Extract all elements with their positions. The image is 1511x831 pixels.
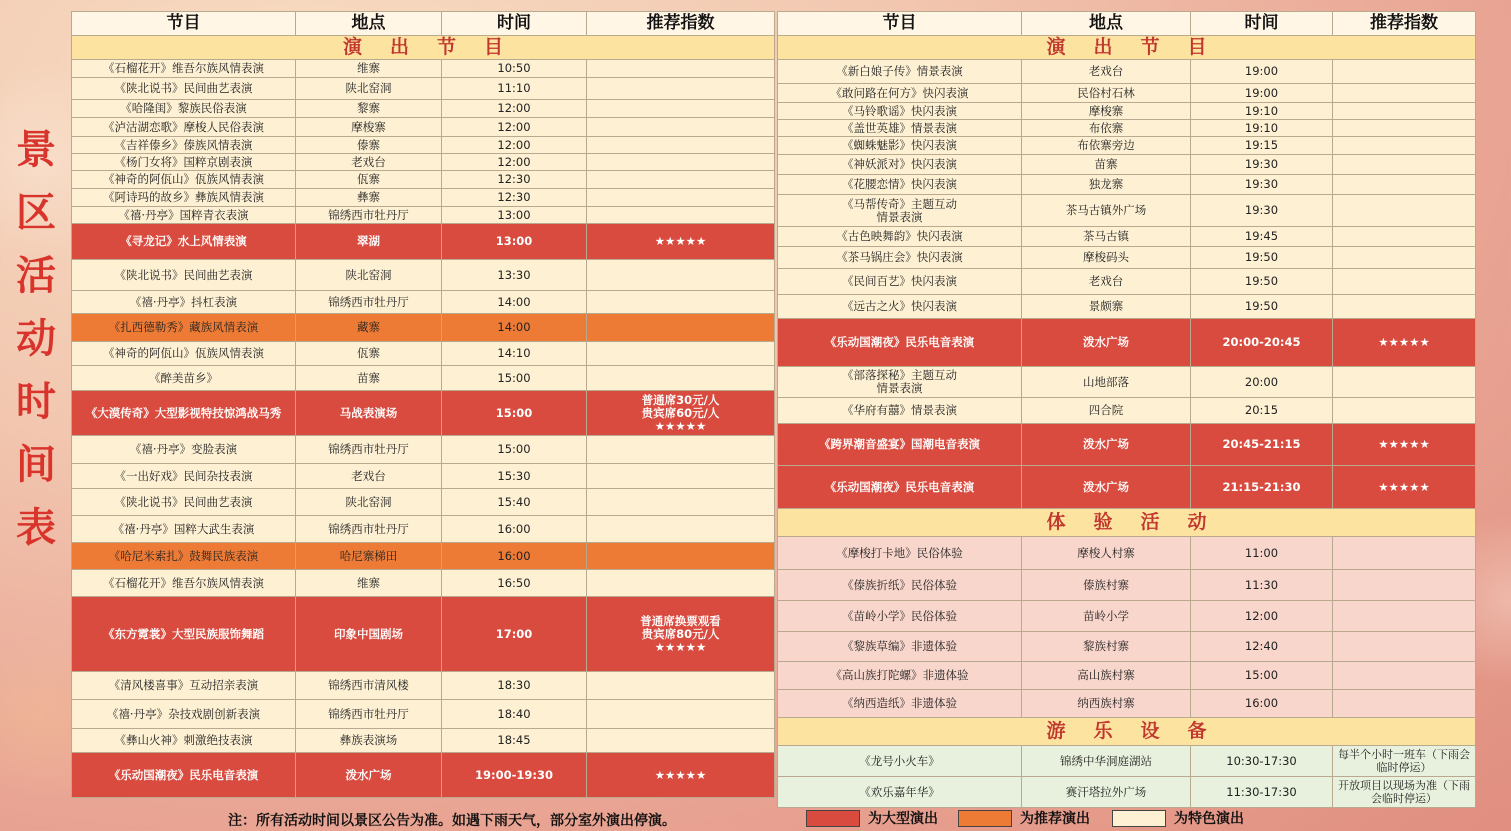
program-rating bbox=[587, 78, 775, 100]
table-row bbox=[778, 537, 1476, 570]
table-row bbox=[778, 295, 1476, 319]
program-location: 锦绣西市牡丹厅 bbox=[296, 291, 442, 314]
table-row bbox=[778, 319, 1476, 367]
page-title bbox=[8, 126, 64, 571]
table-row bbox=[72, 489, 775, 516]
header-program: 节目 bbox=[72, 12, 296, 36]
program-name: 《神奇的阿佤山》佤族风情表演 bbox=[72, 171, 296, 189]
table-row bbox=[72, 260, 775, 291]
activity-rating bbox=[1333, 632, 1476, 662]
program-time: 19:10 bbox=[1191, 103, 1333, 120]
program-location: 景颇寨 bbox=[1022, 295, 1191, 319]
program-name: 《新白娘子传》情景表演 bbox=[778, 60, 1022, 84]
program-time: 19:00-19:30 bbox=[442, 753, 587, 798]
activity-location: 黎族村寨 bbox=[1022, 632, 1191, 662]
program-time: 12:30 bbox=[442, 171, 587, 189]
table-row bbox=[72, 543, 775, 570]
program-time: 10:50 bbox=[442, 60, 587, 78]
program-name: 《远古之火》快闪表演 bbox=[778, 295, 1022, 319]
program-time: 15:00 bbox=[442, 391, 587, 436]
program-name: 《陕北说书》民间曲艺表演 bbox=[72, 78, 296, 100]
program-location: 泼水广场 bbox=[1022, 466, 1191, 509]
program-name: 《陕北说书》民间曲艺表演 bbox=[72, 260, 296, 291]
program-time: 20:45-21:15 bbox=[1191, 424, 1333, 466]
program-rating bbox=[1333, 103, 1476, 120]
program-rating bbox=[1333, 137, 1476, 155]
program-location: 布依寨旁边 bbox=[1022, 137, 1191, 155]
header-time: 时间 bbox=[1191, 12, 1333, 36]
program-rating bbox=[1333, 175, 1476, 195]
section-header-perf bbox=[72, 36, 775, 60]
program-location: 印象中国剧场 bbox=[296, 597, 442, 672]
program-rating bbox=[1333, 195, 1476, 227]
program-location: 老戏台 bbox=[296, 464, 442, 489]
program-name: 《马铃歌谣》快闪表演 bbox=[778, 103, 1022, 120]
program-rating: ★★★★★ bbox=[1333, 319, 1476, 367]
activity-rating bbox=[1333, 662, 1476, 690]
program-location: 陕北窑洞 bbox=[296, 78, 442, 100]
program-location: 锦绣西市牡丹厅 bbox=[296, 700, 442, 729]
program-rating: 普通席30元/人 贵宾席60元/人 ★★★★★ bbox=[587, 391, 775, 436]
table-row bbox=[778, 103, 1476, 120]
program-time: 18:30 bbox=[442, 672, 587, 700]
program-time: 20:00 bbox=[1191, 367, 1333, 398]
program-time: 14:10 bbox=[442, 342, 587, 366]
program-name: 《马帮传奇》主题互动 情景表演 bbox=[778, 195, 1022, 227]
program-name: 《部落探秘》主题互动 情景表演 bbox=[778, 367, 1022, 398]
activity-name: 《苗岭小学》民俗体验 bbox=[778, 601, 1022, 632]
title-char: 时 bbox=[16, 378, 56, 425]
program-name: 《乐动国潮夜》民乐电音表演 bbox=[778, 319, 1022, 367]
program-name: 《乐动国潮夜》民乐电音表演 bbox=[72, 753, 296, 798]
ride-location: 赛汗塔拉外广场 bbox=[1022, 777, 1191, 808]
ride-time: 11:30-17:30 bbox=[1191, 777, 1333, 808]
program-location: 陕北窑洞 bbox=[296, 260, 442, 291]
table-header-row bbox=[778, 12, 1476, 36]
program-rating bbox=[587, 100, 775, 118]
program-location: 泼水广场 bbox=[1022, 424, 1191, 466]
program-name: 《神奇的阿佤山》佤族风情表演 bbox=[72, 342, 296, 366]
program-rating bbox=[587, 60, 775, 78]
table-row bbox=[778, 398, 1476, 424]
program-rating bbox=[1333, 247, 1476, 269]
program-rating bbox=[587, 543, 775, 570]
program-location: 山地部落 bbox=[1022, 367, 1191, 398]
program-rating bbox=[587, 260, 775, 291]
activity-time: 12:00 bbox=[1191, 601, 1333, 632]
program-time: 16:00 bbox=[442, 543, 587, 570]
program-rating: ★★★★★ bbox=[587, 224, 775, 260]
program-rating bbox=[1333, 269, 1476, 295]
program-rating bbox=[587, 570, 775, 597]
section-header-ride bbox=[778, 718, 1476, 746]
program-time: 12:00 bbox=[442, 137, 587, 154]
table-row bbox=[778, 120, 1476, 137]
program-time: 19:30 bbox=[1191, 155, 1333, 175]
program-name: 《禧·丹亭》抖杠表演 bbox=[72, 291, 296, 314]
table-row bbox=[72, 224, 775, 260]
table-row bbox=[72, 291, 775, 314]
program-name: 《华府有囍》情景表演 bbox=[778, 398, 1022, 424]
program-time: 14:00 bbox=[442, 291, 587, 314]
program-location: 黎寨 bbox=[296, 100, 442, 118]
program-rating bbox=[587, 291, 775, 314]
program-rating bbox=[1333, 367, 1476, 398]
program-rating bbox=[1333, 295, 1476, 319]
program-time: 21:15-21:30 bbox=[1191, 466, 1333, 509]
table-row bbox=[778, 466, 1476, 509]
activity-name: 《摩梭打卡地》民俗体验 bbox=[778, 537, 1022, 570]
activity-rating bbox=[1333, 570, 1476, 601]
program-rating bbox=[587, 464, 775, 489]
title-char: 表 bbox=[16, 504, 56, 551]
program-time: 18:45 bbox=[442, 729, 587, 753]
program-location: 老戏台 bbox=[296, 154, 442, 171]
ride-note: 开放项目以现场为准（下雨会临时停运） bbox=[1333, 777, 1476, 808]
activity-time: 12:40 bbox=[1191, 632, 1333, 662]
ride-location: 锦绣中华洞庭湖站 bbox=[1022, 746, 1191, 777]
program-location: 佤寨 bbox=[296, 171, 442, 189]
table-row bbox=[778, 155, 1476, 175]
program-location: 摩梭寨 bbox=[296, 118, 442, 137]
program-name: 《清风楼喜事》互动招亲表演 bbox=[72, 672, 296, 700]
program-name: 《石榴花开》维吾尔族风情表演 bbox=[72, 570, 296, 597]
program-location: 哈尼寨梯田 bbox=[296, 543, 442, 570]
program-time: 19:00 bbox=[1191, 84, 1333, 103]
program-name: 《陕北说书》民间曲艺表演 bbox=[72, 489, 296, 516]
table-row bbox=[72, 366, 775, 391]
program-location: 摩梭寨 bbox=[1022, 103, 1191, 120]
program-time: 11:10 bbox=[442, 78, 587, 100]
ride-name: 《龙号小火车》 bbox=[778, 746, 1022, 777]
activity-name: 《高山族打陀螺》非遗体验 bbox=[778, 662, 1022, 690]
program-time: 20:15 bbox=[1191, 398, 1333, 424]
program-rating bbox=[587, 489, 775, 516]
table-header-row bbox=[72, 12, 775, 36]
program-location: 傣寨 bbox=[296, 137, 442, 154]
program-name: 《阿诗玛的故乡》彝族风情表演 bbox=[72, 189, 296, 207]
program-time: 19:45 bbox=[1191, 227, 1333, 247]
activity-rating bbox=[1333, 537, 1476, 570]
program-time: 20:00-20:45 bbox=[1191, 319, 1333, 367]
program-rating bbox=[1333, 120, 1476, 137]
schedule-table-left bbox=[71, 11, 775, 798]
section-title: 演出节目 bbox=[778, 36, 1476, 60]
title-char: 间 bbox=[16, 441, 56, 488]
activity-time: 11:30 bbox=[1191, 570, 1333, 601]
table-row bbox=[72, 753, 775, 798]
program-time: 17:00 bbox=[442, 597, 587, 672]
section-title: 游乐设备 bbox=[778, 718, 1476, 746]
table-row bbox=[778, 662, 1476, 690]
program-time: 19:15 bbox=[1191, 137, 1333, 155]
header-rating: 推荐指数 bbox=[1333, 12, 1476, 36]
activity-location: 高山族村寨 bbox=[1022, 662, 1191, 690]
program-time: 19:50 bbox=[1191, 269, 1333, 295]
table-row bbox=[72, 570, 775, 597]
program-location: 佤寨 bbox=[296, 342, 442, 366]
program-rating bbox=[587, 171, 775, 189]
table-row bbox=[778, 227, 1476, 247]
program-name: 《茶马锅庄会》快闪表演 bbox=[778, 247, 1022, 269]
program-name: 《石榴花开》维吾尔族风情表演 bbox=[72, 60, 296, 78]
program-name: 《吉祥傣乡》傣族风情表演 bbox=[72, 137, 296, 154]
program-location: 陕北窑洞 bbox=[296, 489, 442, 516]
program-rating: ★★★★★ bbox=[1333, 466, 1476, 509]
program-name: 《跨界潮音盛宴》国潮电音表演 bbox=[778, 424, 1022, 466]
activity-name: 《纳西造纸》非遗体验 bbox=[778, 690, 1022, 718]
program-location: 锦绣西市牡丹厅 bbox=[296, 207, 442, 224]
program-rating bbox=[587, 729, 775, 753]
program-location: 锦绣西市牡丹厅 bbox=[296, 436, 442, 464]
program-name: 《禧·丹亭》国粹大武生表演 bbox=[72, 516, 296, 543]
section-header-exp bbox=[778, 509, 1476, 537]
program-time: 19:50 bbox=[1191, 247, 1333, 269]
legend-label-large: 为大型演出 bbox=[868, 811, 938, 827]
program-location: 苗寨 bbox=[1022, 155, 1191, 175]
legend-recommended bbox=[958, 809, 1090, 827]
program-name: 《彝山火神》刺激绝技表演 bbox=[72, 729, 296, 753]
program-location: 茶马古镇外广场 bbox=[1022, 195, 1191, 227]
table-row bbox=[72, 729, 775, 753]
activity-rating bbox=[1333, 690, 1476, 718]
title-char: 活 bbox=[16, 252, 56, 299]
table-row bbox=[778, 195, 1476, 227]
table-row bbox=[778, 175, 1476, 195]
program-name: 《神妖派对》快闪表演 bbox=[778, 155, 1022, 175]
table-row bbox=[778, 601, 1476, 632]
program-location: 茶马古镇 bbox=[1022, 227, 1191, 247]
activity-location: 纳西族村寨 bbox=[1022, 690, 1191, 718]
legend-label-featured: 为特色演出 bbox=[1174, 811, 1244, 827]
program-name: 《乐动国潮夜》民乐电音表演 bbox=[778, 466, 1022, 509]
program-location: 民俗村石林 bbox=[1022, 84, 1191, 103]
table-row bbox=[778, 367, 1476, 398]
program-rating: 普通席换票观看 贵宾席80元/人 ★★★★★ bbox=[587, 597, 775, 672]
program-name: 《哈隆闺》黎族民俗表演 bbox=[72, 100, 296, 118]
table-row bbox=[778, 60, 1476, 84]
schedule-table-right bbox=[777, 11, 1476, 808]
program-location: 彝族表演场 bbox=[296, 729, 442, 753]
ride-time: 10:30-17:30 bbox=[1191, 746, 1333, 777]
program-name: 《东方霓裳》大型民族服饰舞蹈 bbox=[72, 597, 296, 672]
program-time: 12:00 bbox=[442, 118, 587, 137]
program-location: 泼水广场 bbox=[296, 753, 442, 798]
program-time: 19:30 bbox=[1191, 175, 1333, 195]
program-rating bbox=[1333, 155, 1476, 175]
table-row bbox=[72, 436, 775, 464]
ride-note: 每半个小时一班车（下雨会临时停运） bbox=[1333, 746, 1476, 777]
program-rating bbox=[587, 314, 775, 342]
program-rating bbox=[587, 118, 775, 137]
table-row bbox=[72, 516, 775, 543]
table-row bbox=[778, 137, 1476, 155]
program-rating bbox=[1333, 398, 1476, 424]
program-time: 13:00 bbox=[442, 224, 587, 260]
program-location: 彝寨 bbox=[296, 189, 442, 207]
legend-large bbox=[806, 809, 938, 827]
table-row bbox=[72, 118, 775, 137]
program-rating bbox=[587, 700, 775, 729]
program-rating bbox=[587, 207, 775, 224]
table-row bbox=[72, 60, 775, 78]
program-location: 老戏台 bbox=[1022, 269, 1191, 295]
header-rating: 推荐指数 bbox=[587, 12, 775, 36]
legend-swatch-featured bbox=[1112, 810, 1166, 827]
table-row bbox=[72, 171, 775, 189]
program-rating: ★★★★★ bbox=[587, 753, 775, 798]
program-name: 《禧·丹亭》国粹青衣表演 bbox=[72, 207, 296, 224]
program-name: 《一出好戏》民间杂技表演 bbox=[72, 464, 296, 489]
program-rating: ★★★★★ bbox=[1333, 424, 1476, 466]
program-time: 12:00 bbox=[442, 100, 587, 118]
legend-featured bbox=[1112, 809, 1244, 827]
program-rating bbox=[1333, 60, 1476, 84]
program-name: 《敢问路在何方》快闪表演 bbox=[778, 84, 1022, 103]
table-row bbox=[778, 570, 1476, 601]
program-rating bbox=[1333, 84, 1476, 103]
program-time: 14:00 bbox=[442, 314, 587, 342]
table-row bbox=[72, 207, 775, 224]
program-name: 《杨门女将》国粹京剧表演 bbox=[72, 154, 296, 171]
legend-label-recommended: 为推荐演出 bbox=[1020, 811, 1090, 827]
header-location: 地点 bbox=[296, 12, 442, 36]
program-name: 《寻龙记》水上风情表演 bbox=[72, 224, 296, 260]
program-rating bbox=[587, 137, 775, 154]
section-title: 体验活动 bbox=[778, 509, 1476, 537]
program-name: 《大漠传奇》大型影视特技惊鸿战马秀 bbox=[72, 391, 296, 436]
program-time: 15:40 bbox=[442, 489, 587, 516]
activity-time: 16:00 bbox=[1191, 690, 1333, 718]
program-time: 18:40 bbox=[442, 700, 587, 729]
program-name: 《醉美苗乡》 bbox=[72, 366, 296, 391]
program-location: 维寨 bbox=[296, 570, 442, 597]
program-rating bbox=[587, 672, 775, 700]
table-row bbox=[72, 137, 775, 154]
program-time: 16:50 bbox=[442, 570, 587, 597]
legend-swatch-large bbox=[806, 810, 860, 827]
program-name: 《盖世英雄》情景表演 bbox=[778, 120, 1022, 137]
program-time: 12:30 bbox=[442, 189, 587, 207]
header-program: 节目 bbox=[778, 12, 1022, 36]
table-row bbox=[778, 424, 1476, 466]
table-row bbox=[778, 746, 1476, 777]
title-char: 景 bbox=[16, 126, 56, 173]
table-row bbox=[72, 100, 775, 118]
header-location: 地点 bbox=[1022, 12, 1191, 36]
footer bbox=[0, 806, 1511, 831]
program-name: 《花腰恋情》快闪表演 bbox=[778, 175, 1022, 195]
table-row bbox=[72, 672, 775, 700]
program-name: 《民间百艺》快闪表演 bbox=[778, 269, 1022, 295]
activity-time: 15:00 bbox=[1191, 662, 1333, 690]
program-name: 《禧·丹亭》变脸表演 bbox=[72, 436, 296, 464]
program-rating bbox=[587, 436, 775, 464]
program-location: 老戏台 bbox=[1022, 60, 1191, 84]
program-location: 藏寨 bbox=[296, 314, 442, 342]
table-row bbox=[72, 597, 775, 672]
program-name: 《泸沽湖恋歌》摩梭人民俗表演 bbox=[72, 118, 296, 137]
activity-location: 傣族村寨 bbox=[1022, 570, 1191, 601]
program-location: 马战表演场 bbox=[296, 391, 442, 436]
program-rating bbox=[587, 154, 775, 171]
program-rating bbox=[587, 516, 775, 543]
table-row bbox=[72, 342, 775, 366]
activity-name: 《傣族折纸》民俗体验 bbox=[778, 570, 1022, 601]
program-time: 19:10 bbox=[1191, 120, 1333, 137]
program-rating bbox=[587, 342, 775, 366]
program-rating bbox=[587, 189, 775, 207]
program-name: 《古色映舞韵》快闪表演 bbox=[778, 227, 1022, 247]
table-row bbox=[778, 247, 1476, 269]
program-location: 苗寨 bbox=[296, 366, 442, 391]
program-name: 《哈尼米索扎》鼓舞民族表演 bbox=[72, 543, 296, 570]
activity-time: 11:00 bbox=[1191, 537, 1333, 570]
program-location: 泼水广场 bbox=[1022, 319, 1191, 367]
ride-name: 《欢乐嘉年华》 bbox=[778, 777, 1022, 808]
program-time: 16:00 bbox=[442, 516, 587, 543]
table-row bbox=[778, 777, 1476, 808]
program-time: 19:30 bbox=[1191, 195, 1333, 227]
table-row bbox=[72, 189, 775, 207]
program-location: 锦绣西市清风楼 bbox=[296, 672, 442, 700]
program-time: 13:00 bbox=[442, 207, 587, 224]
table-row bbox=[72, 314, 775, 342]
table-row bbox=[778, 84, 1476, 103]
activity-name: 《黎族草编》非遗体验 bbox=[778, 632, 1022, 662]
table-row bbox=[778, 269, 1476, 295]
table-row bbox=[72, 464, 775, 489]
activity-location: 苗岭小学 bbox=[1022, 601, 1191, 632]
activity-rating bbox=[1333, 601, 1476, 632]
footer-note: 注：所有活动时间以景区公告为准。如遇下雨天气，部分室外演出停演。 bbox=[228, 813, 676, 829]
program-time: 15:00 bbox=[442, 436, 587, 464]
program-location: 翠湖 bbox=[296, 224, 442, 260]
program-time: 15:30 bbox=[442, 464, 587, 489]
table-row bbox=[778, 632, 1476, 662]
program-time: 13:30 bbox=[442, 260, 587, 291]
section-title: 演出节目 bbox=[72, 36, 775, 60]
title-char: 区 bbox=[16, 189, 56, 236]
table-row bbox=[72, 154, 775, 171]
legend-swatch-recommended bbox=[958, 810, 1012, 827]
table-row bbox=[72, 391, 775, 436]
program-time: 15:00 bbox=[442, 366, 587, 391]
program-location: 维寨 bbox=[296, 60, 442, 78]
program-location: 独龙寨 bbox=[1022, 175, 1191, 195]
program-time: 19:50 bbox=[1191, 295, 1333, 319]
table-row bbox=[72, 78, 775, 100]
program-location: 四合院 bbox=[1022, 398, 1191, 424]
table-row bbox=[778, 690, 1476, 718]
program-name: 《禧·丹亭》杂技戏剧创新表演 bbox=[72, 700, 296, 729]
header-time: 时间 bbox=[442, 12, 587, 36]
title-char: 动 bbox=[16, 315, 56, 362]
program-time: 12:00 bbox=[442, 154, 587, 171]
activity-location: 摩梭人村寨 bbox=[1022, 537, 1191, 570]
program-time: 19:00 bbox=[1191, 60, 1333, 84]
program-rating bbox=[587, 366, 775, 391]
table-row bbox=[72, 700, 775, 729]
program-location: 摩梭码头 bbox=[1022, 247, 1191, 269]
program-name: 《扎西德勒秀》藏族风情表演 bbox=[72, 314, 296, 342]
program-name: 《蜘蛛魅影》快闪表演 bbox=[778, 137, 1022, 155]
section-header-perf bbox=[778, 36, 1476, 60]
program-rating bbox=[1333, 227, 1476, 247]
program-location: 锦绣西市牡丹厅 bbox=[296, 516, 442, 543]
program-location: 布依寨 bbox=[1022, 120, 1191, 137]
